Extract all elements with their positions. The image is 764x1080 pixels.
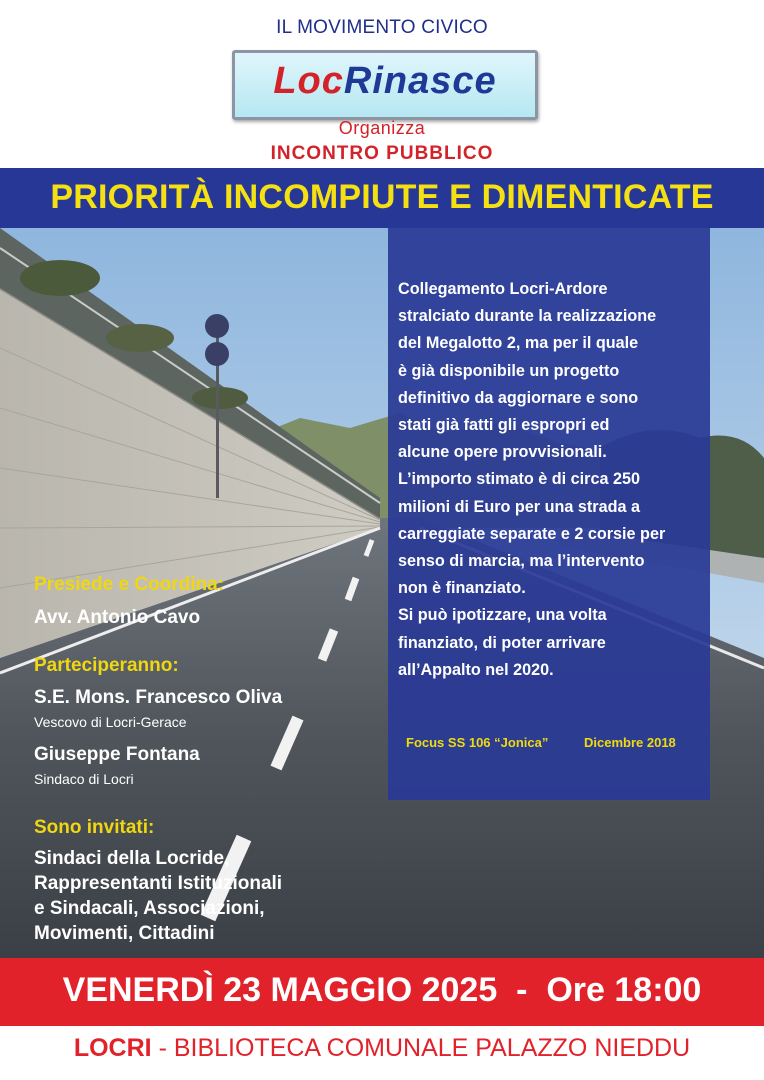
panel-line: alcune opere provvisionali.: [398, 443, 607, 462]
presiede-label: Presiede e Coordina:: [34, 574, 225, 595]
source-title: Focus SS 106 “Jonica”: [406, 735, 549, 750]
venue-band: [0, 1018, 764, 1080]
panel-line: definitivo da aggiornare e sono: [398, 388, 639, 407]
panel-line: è già disponibile un progetto: [398, 361, 620, 380]
panel-line: stralciato durante la realizzazione: [398, 307, 657, 326]
incontro-pubblico-label: INCONTRO PUBBLICO: [270, 143, 494, 164]
panel-line: non è finanziato.: [398, 579, 526, 598]
panel-line: Collegamento Locri-Ardore: [398, 280, 608, 298]
panel-line: stati già fatti gli espropri ed: [398, 416, 610, 435]
panel-line: milioni di Euro per una strada a: [398, 497, 640, 516]
venue-line: [0, 1034, 764, 1063]
title-band: [0, 168, 764, 228]
event-date: VENERDÌ 23 MAGGIO 2025 - Ore 18:00: [62, 971, 702, 1009]
venue-name: - BIBLIOTECA COMUNALE PALAZZO NIEDDU: [151, 1034, 691, 1062]
organizza-label: Organizza: [338, 118, 426, 138]
venue-city: LOCRI: [73, 1034, 152, 1062]
panel-line: carreggiate separate e 2 corsie per: [398, 524, 666, 543]
invitati-line: Movimenti, Cittadini: [34, 923, 215, 944]
invitati-line: Rappresentanti Istituzionali: [34, 873, 283, 894]
panel-text: [398, 276, 710, 684]
speaker2-name: Giuseppe Fontana: [34, 744, 200, 765]
logo-text: [235, 60, 535, 103]
movement-label: IL MOVIMENTO CIVICO: [276, 17, 488, 38]
invitati-line: Sindaci della Locride,: [34, 848, 230, 869]
logo-part-loc: Loc: [273, 60, 344, 102]
speaker1-name: S.E. Mons. Francesco Oliva: [34, 687, 283, 708]
invitati-line: e Sindacali, Associazioni,: [34, 898, 265, 919]
panel-line: senso di marcia, ma l’intervento: [398, 552, 645, 571]
locrinasce-logo: [232, 50, 538, 120]
date-band: [0, 958, 764, 1026]
panel-line: Si può ipotizzare, una volta: [398, 606, 607, 625]
speaker1-role: Vescovo di Locri-Gerace: [34, 714, 187, 730]
panel-line: all’Appalto nel 2020.: [398, 660, 554, 679]
header: [0, 0, 764, 168]
speaker2-role: Sindaco di Locri: [34, 771, 134, 787]
info-panel: [388, 228, 710, 800]
parteciperanno-label: Parteciperanno:: [34, 655, 179, 676]
source-date: Dicembre 2018: [584, 735, 676, 750]
logo-part-rinasce: Rinasce: [343, 60, 497, 102]
invitati-label: Sono invitati:: [34, 817, 155, 838]
panel-line: L’importo stimato è di circa 250: [398, 470, 640, 489]
panel-line: finanziato, di poter arrivare: [398, 633, 606, 652]
presiede-name: Avv. Antonio Cavo: [34, 607, 201, 628]
page-title: PRIORITÀ INCOMPIUTE E DIMENTICATE: [50, 178, 714, 216]
panel-line: del Megalotto 2, ma per il quale: [398, 334, 639, 353]
